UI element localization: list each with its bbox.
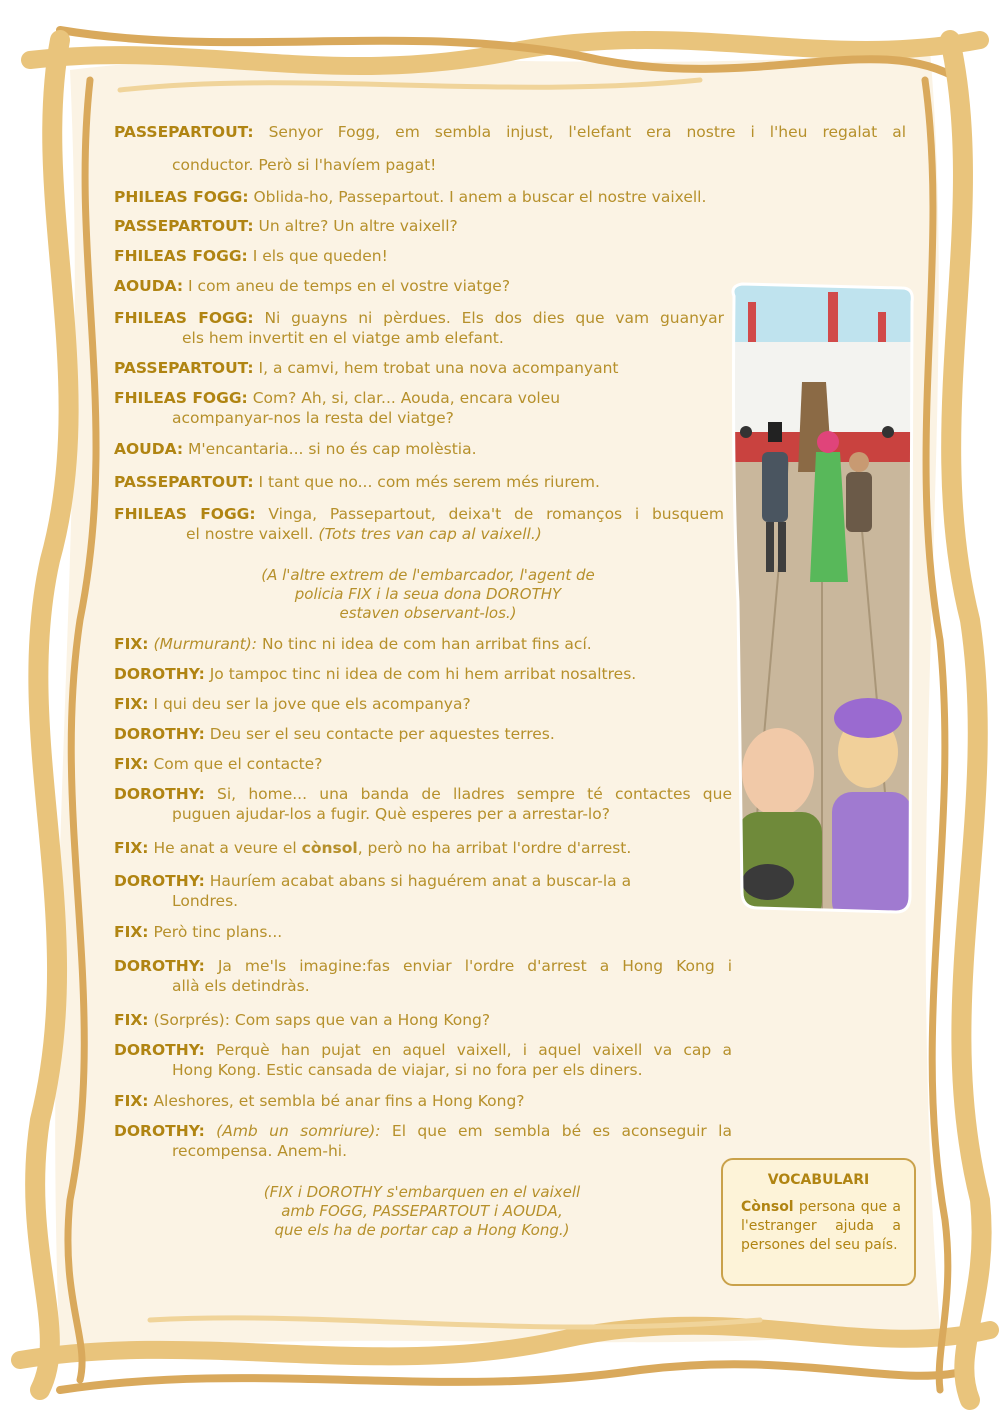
dialogue-line-6-cont: els hem invertit en el viatge amb elefant. [182,329,504,347]
dialogue-line-13: DOROTHY: Jo tampoc tinc ni idea de com hi hem arribat nosaltres. [114,665,637,683]
dialogue-line-8: FHILEAS FOGG: Com? Ah, si, clar... Aouda, encara voleu [114,389,561,407]
dialogue-line-9: AOUDA: M'encantaria... si no és cap molèstia. [114,440,477,458]
dialogue-line-25-cont: recompensa. Anem-hi. [172,1142,348,1160]
dialogue-line-19: DOROTHY: Hauríem acabat abans si haguérem anat a buscar-la a [114,872,632,890]
dialogue-line-23-cont: Hong Kong. Estic cansada de viajar, si no fora per els diners. [172,1061,643,1079]
vocabulary-title: VOCABULARI [767,1172,870,1188]
dialogue-line-25: DOROTHY: (Amb un somriure): El que em sembla bé es aconseguir la [114,1122,732,1140]
vocabulary-definition: Cònsol persona que a l'estranger ajuda a persones del seu país. [741,1199,902,1253]
dialogue-line-21-cont: allà els detindràs. [172,977,310,995]
dialogue-line-17: DOROTHY: Si, home... una banda de lladres sempre té contactes que [114,785,732,803]
dialogue-line-8-cont: acompanyar-nos la resta del viatge? [172,409,454,427]
dialogue-line-5: AOUDA: I com aneu de temps en el vostre viatge? [114,277,511,295]
dialogue-line-16: FIX: Com que el contacte? [114,755,323,773]
dialogue-line-18: FIX: He anat a veure el cònsol, però no ha arribat l'ordre d'arrest. [114,839,632,857]
dialogue-line-17-cont: puguen ajudar-los a fugir. Què esperes per a arrestar-lo? [172,805,610,823]
dialogue-line-1: PASSEPARTOUT: Senyor Fogg, em sembla injust, l'elefant era nostre i l'heu regalat al [114,123,906,141]
dialogue-line-21: DOROTHY: Ja me'ls imagine:fas enviar l'ordre d'arrest a Hong Kong i [114,957,732,975]
dialogue-line-19-cont: Londres. [172,892,239,910]
dialogue-line-20: FIX: Però tinc plans... [114,923,283,941]
ship-dock-illustration [728,282,916,918]
dialogue-line-7: PASSEPARTOUT: I, a camvi, hem trobat una nova acompanyant [114,359,619,377]
stage-direction-2: (FIX i DOROTHY s'embarquen en el vaixell amb FOGG, PASSEPARTOUT i AOUDA, que els ha de portar cap a Hong Kong.) [263,1183,581,1239]
dialogue-line-2: PHILEAS FOGG: Oblida-ho, Passepartout. I anem a buscar el nostre vaixell. [114,188,707,206]
stage-direction-1: (A l'altre extrem de l'embarcador, l'agent de policia FIX i la seua dona DOROTHY estaven observant-los.) [261,566,595,622]
dialogue-line-11: FHILEAS FOGG: Vinga, Passepartout, deixa't de romanços i busquem [114,505,725,523]
dialogue-line-4: FHILEAS FOGG: I els que queden! [114,247,388,265]
dialogue-line-15: DOROTHY: Deu ser el seu contacte per aquestes terres. [114,725,555,743]
dialogue-line-12: FIX: (Murmurant): No tinc ni idea de com han arribat fins ací. [114,635,592,653]
dialogue-line-10: PASSEPARTOUT: I tant que no... com més serem més riurem. [114,473,600,491]
dialogue-line-11-cont: el nostre vaixell. (Tots tres van cap al vaixell.) [186,525,542,543]
dialogue-line-1-cont: conductor. Però si l'havíem pagat! [172,156,437,174]
dialogue-line-24: FIX: Aleshores, et sembla bé anar fins a Hong Kong? [114,1092,525,1110]
vocabulary-box [721,1158,916,1286]
dialogue-line-6: FHILEAS FOGG: Ni guayns ni pèrdues. Els dos dies que vam guanyar [114,309,724,327]
dialogue-line-22: FIX: (Sorprés): Com saps que van a Hong Kong? [114,1011,491,1029]
dialogue-line-3: PASSEPARTOUT: Un altre? Un altre vaixell? [114,217,458,235]
dialogue-line-23: DOROTHY: Perquè han pujat en aquel vaixell, i aquel vaixell va cap a [114,1041,732,1059]
dialogue-line-14: FIX: I qui deu ser la jove que els acompanya? [114,695,471,713]
